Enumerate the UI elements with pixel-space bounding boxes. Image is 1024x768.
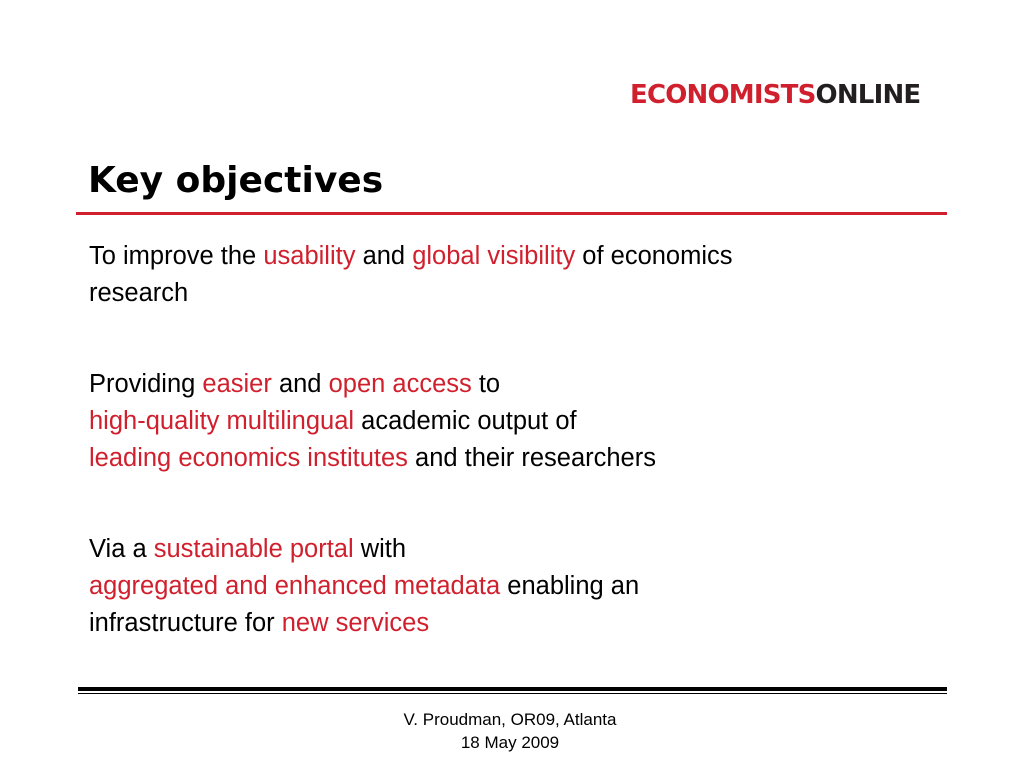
body-text: to bbox=[471, 370, 501, 398]
body-text: and their researchers bbox=[407, 444, 656, 472]
body-text: enabling an bbox=[500, 572, 640, 600]
objective-paragraph-3 bbox=[89, 531, 639, 642]
body-text: Providing bbox=[89, 370, 203, 398]
highlighted-text: high-quality multilingual bbox=[89, 407, 355, 435]
body-text: research bbox=[89, 279, 189, 307]
footer-rule-thin bbox=[78, 693, 947, 694]
highlighted-text: sustainable portal bbox=[153, 535, 354, 563]
footer-rule-thick bbox=[78, 687, 947, 691]
paragraph-line bbox=[89, 531, 639, 568]
paragraph-line bbox=[89, 440, 656, 477]
paragraph-line bbox=[89, 366, 656, 403]
footer-presenter-line: V. Proudman, OR09, Atlanta bbox=[403, 710, 617, 729]
highlighted-text: new services bbox=[281, 609, 430, 637]
footer-date-line: 18 May 2009 bbox=[460, 733, 560, 752]
paragraph-line bbox=[89, 238, 733, 275]
body-text: with bbox=[353, 535, 407, 563]
highlighted-text: usability bbox=[263, 242, 356, 270]
logo-part-economists: ECONOMISTS bbox=[630, 80, 816, 110]
body-text: To improve the bbox=[89, 242, 264, 270]
body-text: and bbox=[355, 242, 413, 270]
body-text: of economics bbox=[575, 242, 733, 270]
highlighted-text: leading economics institutes bbox=[89, 444, 408, 472]
body-text: Via a bbox=[89, 535, 154, 563]
body-text: academic output of bbox=[354, 407, 577, 435]
paragraph-line bbox=[89, 605, 639, 642]
body-text: infrastructure for bbox=[89, 609, 282, 637]
logo-part-online: ONLINE bbox=[815, 80, 921, 110]
highlighted-text: global visibility bbox=[412, 242, 576, 270]
paragraph-line bbox=[89, 568, 639, 605]
highlighted-text: aggregated and enhanced metadata bbox=[89, 572, 501, 600]
body-text: and bbox=[271, 370, 329, 398]
paragraph-line bbox=[89, 403, 656, 440]
title-underline-rule bbox=[76, 212, 947, 215]
economistsonline-logo bbox=[630, 78, 920, 112]
objective-paragraph-1 bbox=[89, 238, 733, 312]
highlighted-text: open access bbox=[328, 370, 472, 398]
highlighted-text: easier bbox=[202, 370, 272, 398]
slide-title: Key objectives bbox=[88, 160, 384, 201]
footer-credit bbox=[330, 708, 690, 754]
objective-paragraph-2 bbox=[89, 366, 656, 477]
paragraph-line bbox=[89, 275, 733, 312]
